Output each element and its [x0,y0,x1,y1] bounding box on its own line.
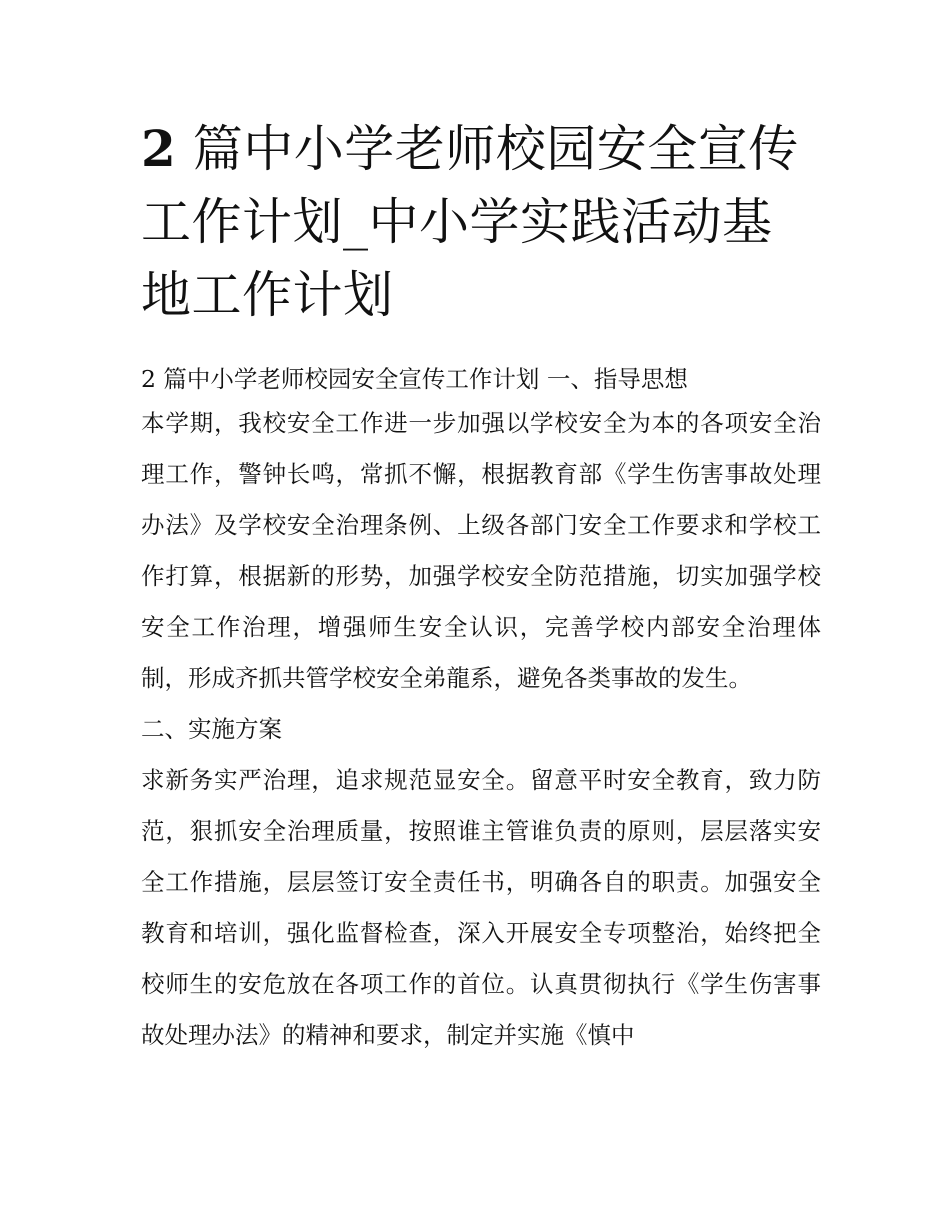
title-text: 篇中小学老师校园安全宣传工作计划_中小学实践活动基地工作计划 [141,120,799,324]
section-heading-implementation: 二、实施方案 [141,715,282,743]
title-number: 2 [141,119,177,178]
document-body [141,362,821,1061]
document-subtitle: 2 篇中小学老师校园安全宣传工作计划 一、指导思想 [141,365,688,393]
paragraph-implementation: 求新务实严治理，追求规范显安全。留意平时安全教育，致力防范，狠抓安全治理质量，按照谁主管谁负责的原则，层层落实安全工作措施，层层签订安全责任书，明确各自的职责。加强安全教育和培训，强化监督检查，深入开展安全专项整治，始终把全校师生的安危放在各项工作的首位。认真贯彻执行《学生伤害事故处理办法》的精神和要求，制定并实施《慎中 [141,766,821,1049]
paragraph-guiding-ideology: 本学期，我校安全工作进一步加强以学校安全为本的各项安全治理工作，警钟长鸣，常抓不懈，根据教育部《学生伤害事故处理办法》及学校安全治理条例、上级各部门安全工作要求和学校工作打算，根据新的形势，加强学校安全防范措施，切实加强学校安全工作治理，增强师生安全认识，完善学校内部安全治理体制，形成齐抓共管学校安全弟龍系，避免各类事故的发生。 [141,409,821,692]
document-title [141,112,821,332]
